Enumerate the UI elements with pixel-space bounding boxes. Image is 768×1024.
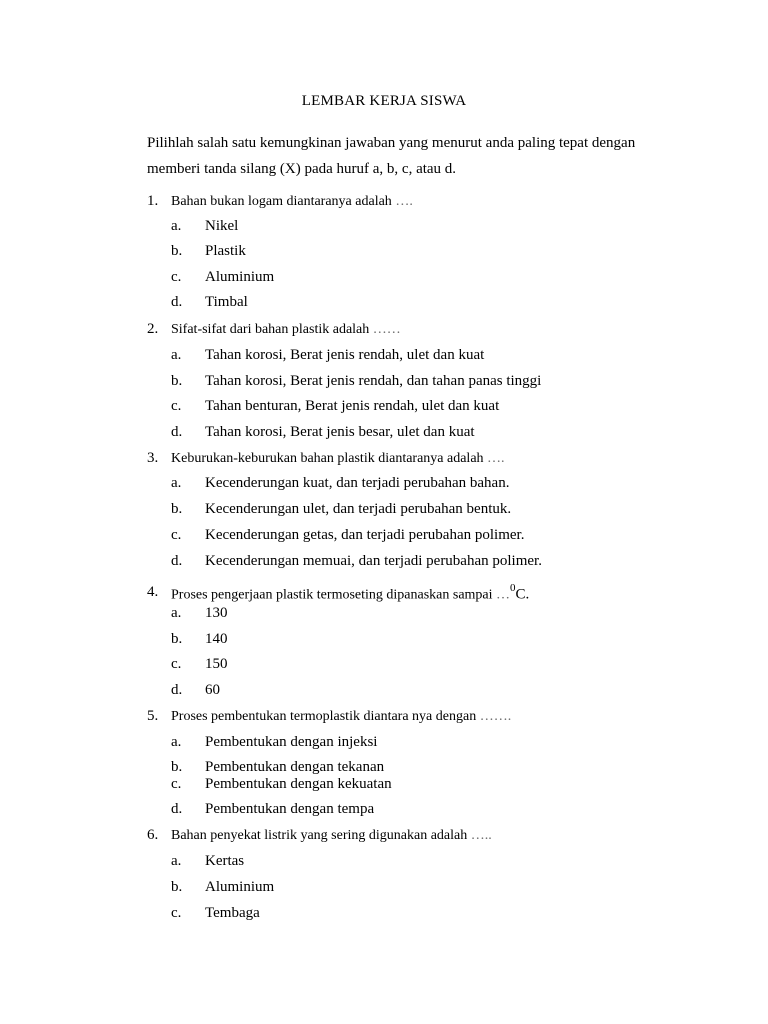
option-text: 60: [205, 682, 220, 698]
option-text: Tahan korosi, Berat jenis besar, ulet dan kuat: [205, 424, 475, 440]
question-stem: Bahan penyekat listrik yang sering digunakan adalah: [171, 828, 468, 843]
degree-superscript: 0: [510, 582, 516, 594]
option-letter: d.: [171, 553, 183, 569]
option-letter: a.: [171, 734, 182, 750]
option-text: Plastik: [205, 243, 246, 259]
question-number: 2.: [147, 321, 159, 337]
option-text: Pembentukan dengan kekuatan: [205, 776, 392, 792]
question-stem: Bahan bukan logam diantaranya adalah: [171, 194, 392, 209]
option-text: Timbal: [205, 294, 248, 310]
option-letter: d.: [171, 682, 183, 698]
answer-blank: ……: [369, 322, 401, 337]
question-text: [171, 828, 492, 844]
option-text: Kecenderungan getas, dan terjadi perubahan polimer.: [205, 527, 525, 543]
answer-blank: …: [492, 587, 511, 603]
option-text: 150: [205, 656, 228, 672]
answer-blank: ….: [483, 451, 505, 466]
option-letter: c.: [171, 398, 182, 414]
option-text: Pembentukan dengan injeksi: [205, 734, 378, 750]
option-letter: d.: [171, 294, 183, 310]
question-number: 4.: [147, 584, 159, 600]
option-text: Aluminium: [205, 269, 275, 285]
option-letter: b.: [171, 243, 183, 259]
worksheet-title: LEMBAR KERJA SISWA: [301, 93, 467, 109]
question-text: [171, 709, 511, 725]
option-letter: a.: [171, 853, 182, 869]
option-text: Kertas: [205, 853, 245, 869]
option-letter: d.: [171, 801, 183, 817]
option-text: Tembaga: [205, 905, 260, 921]
question-text: [171, 451, 505, 467]
question-number: 6.: [147, 827, 159, 843]
question-stem: Sifat-sifat dari bahan plastik adalah: [171, 322, 370, 337]
option-letter: c.: [171, 527, 182, 543]
option-text: Pembentukan dengan tekanan: [205, 759, 385, 775]
option-letter: b.: [171, 501, 183, 517]
question-text: [171, 322, 401, 338]
question-stem: Keburukan-keburukan bahan plastik diantaranya adalah: [171, 451, 484, 466]
option-text: Nikel: [205, 218, 239, 234]
answer-blank: ….: [391, 194, 413, 209]
option-text: Tahan korosi, Berat jenis rendah, ulet dan kuat: [205, 347, 485, 363]
option-text: 130: [205, 605, 228, 621]
instruction-line-1: Pilihlah salah satu kemungkinan jawaban yang menurut anda paling tepat dengan: [147, 135, 636, 151]
instruction-line-2: memberi tanda silang (X) pada huruf a, b, c, atau d.: [147, 161, 457, 177]
option-letter: a.: [171, 347, 182, 363]
option-letter: d.: [171, 424, 183, 440]
answer-blank: …….: [476, 709, 512, 724]
question-stem: Proses pengerjaan plastik termoseting dipanaskan sampai: [171, 587, 493, 603]
option-text: Aluminium: [205, 879, 275, 895]
temperature-unit: C.: [515, 586, 530, 603]
option-text: Tahan korosi, Berat jenis rendah, dan tahan panas tinggi: [205, 373, 542, 389]
option-letter: c.: [171, 905, 182, 921]
option-letter: a.: [171, 475, 182, 491]
option-text: Kecenderungan ulet, dan terjadi perubahan bentuk.: [205, 501, 512, 517]
option-letter: b.: [171, 631, 183, 647]
option-letter: a.: [171, 218, 182, 234]
option-letter: b.: [171, 879, 183, 895]
option-letter: c.: [171, 776, 182, 792]
option-text: 140: [205, 631, 228, 647]
option-text: Kecenderungan memuai, dan terjadi perubahan polimer.: [205, 553, 542, 569]
question-text: [171, 584, 529, 604]
question-text: [171, 194, 413, 210]
answer-blank: …..: [467, 828, 492, 843]
option-text: Pembentukan dengan tempa: [205, 801, 375, 817]
option-text: Kecenderungan kuat, dan terjadi perubahan bahan.: [205, 475, 510, 491]
option-letter: b.: [171, 759, 183, 775]
option-letter: b.: [171, 373, 183, 389]
question-number: 5.: [147, 708, 159, 724]
question-number: 1.: [147, 193, 159, 209]
option-letter: c.: [171, 269, 182, 285]
question-number: 3.: [147, 450, 159, 466]
option-letter: a.: [171, 605, 182, 621]
option-text: Tahan benturan, Berat jenis rendah, ulet dan kuat: [205, 398, 500, 414]
option-letter: c.: [171, 656, 182, 672]
question-stem: Proses pembentukan termoplastik diantara nya dengan: [171, 709, 477, 724]
